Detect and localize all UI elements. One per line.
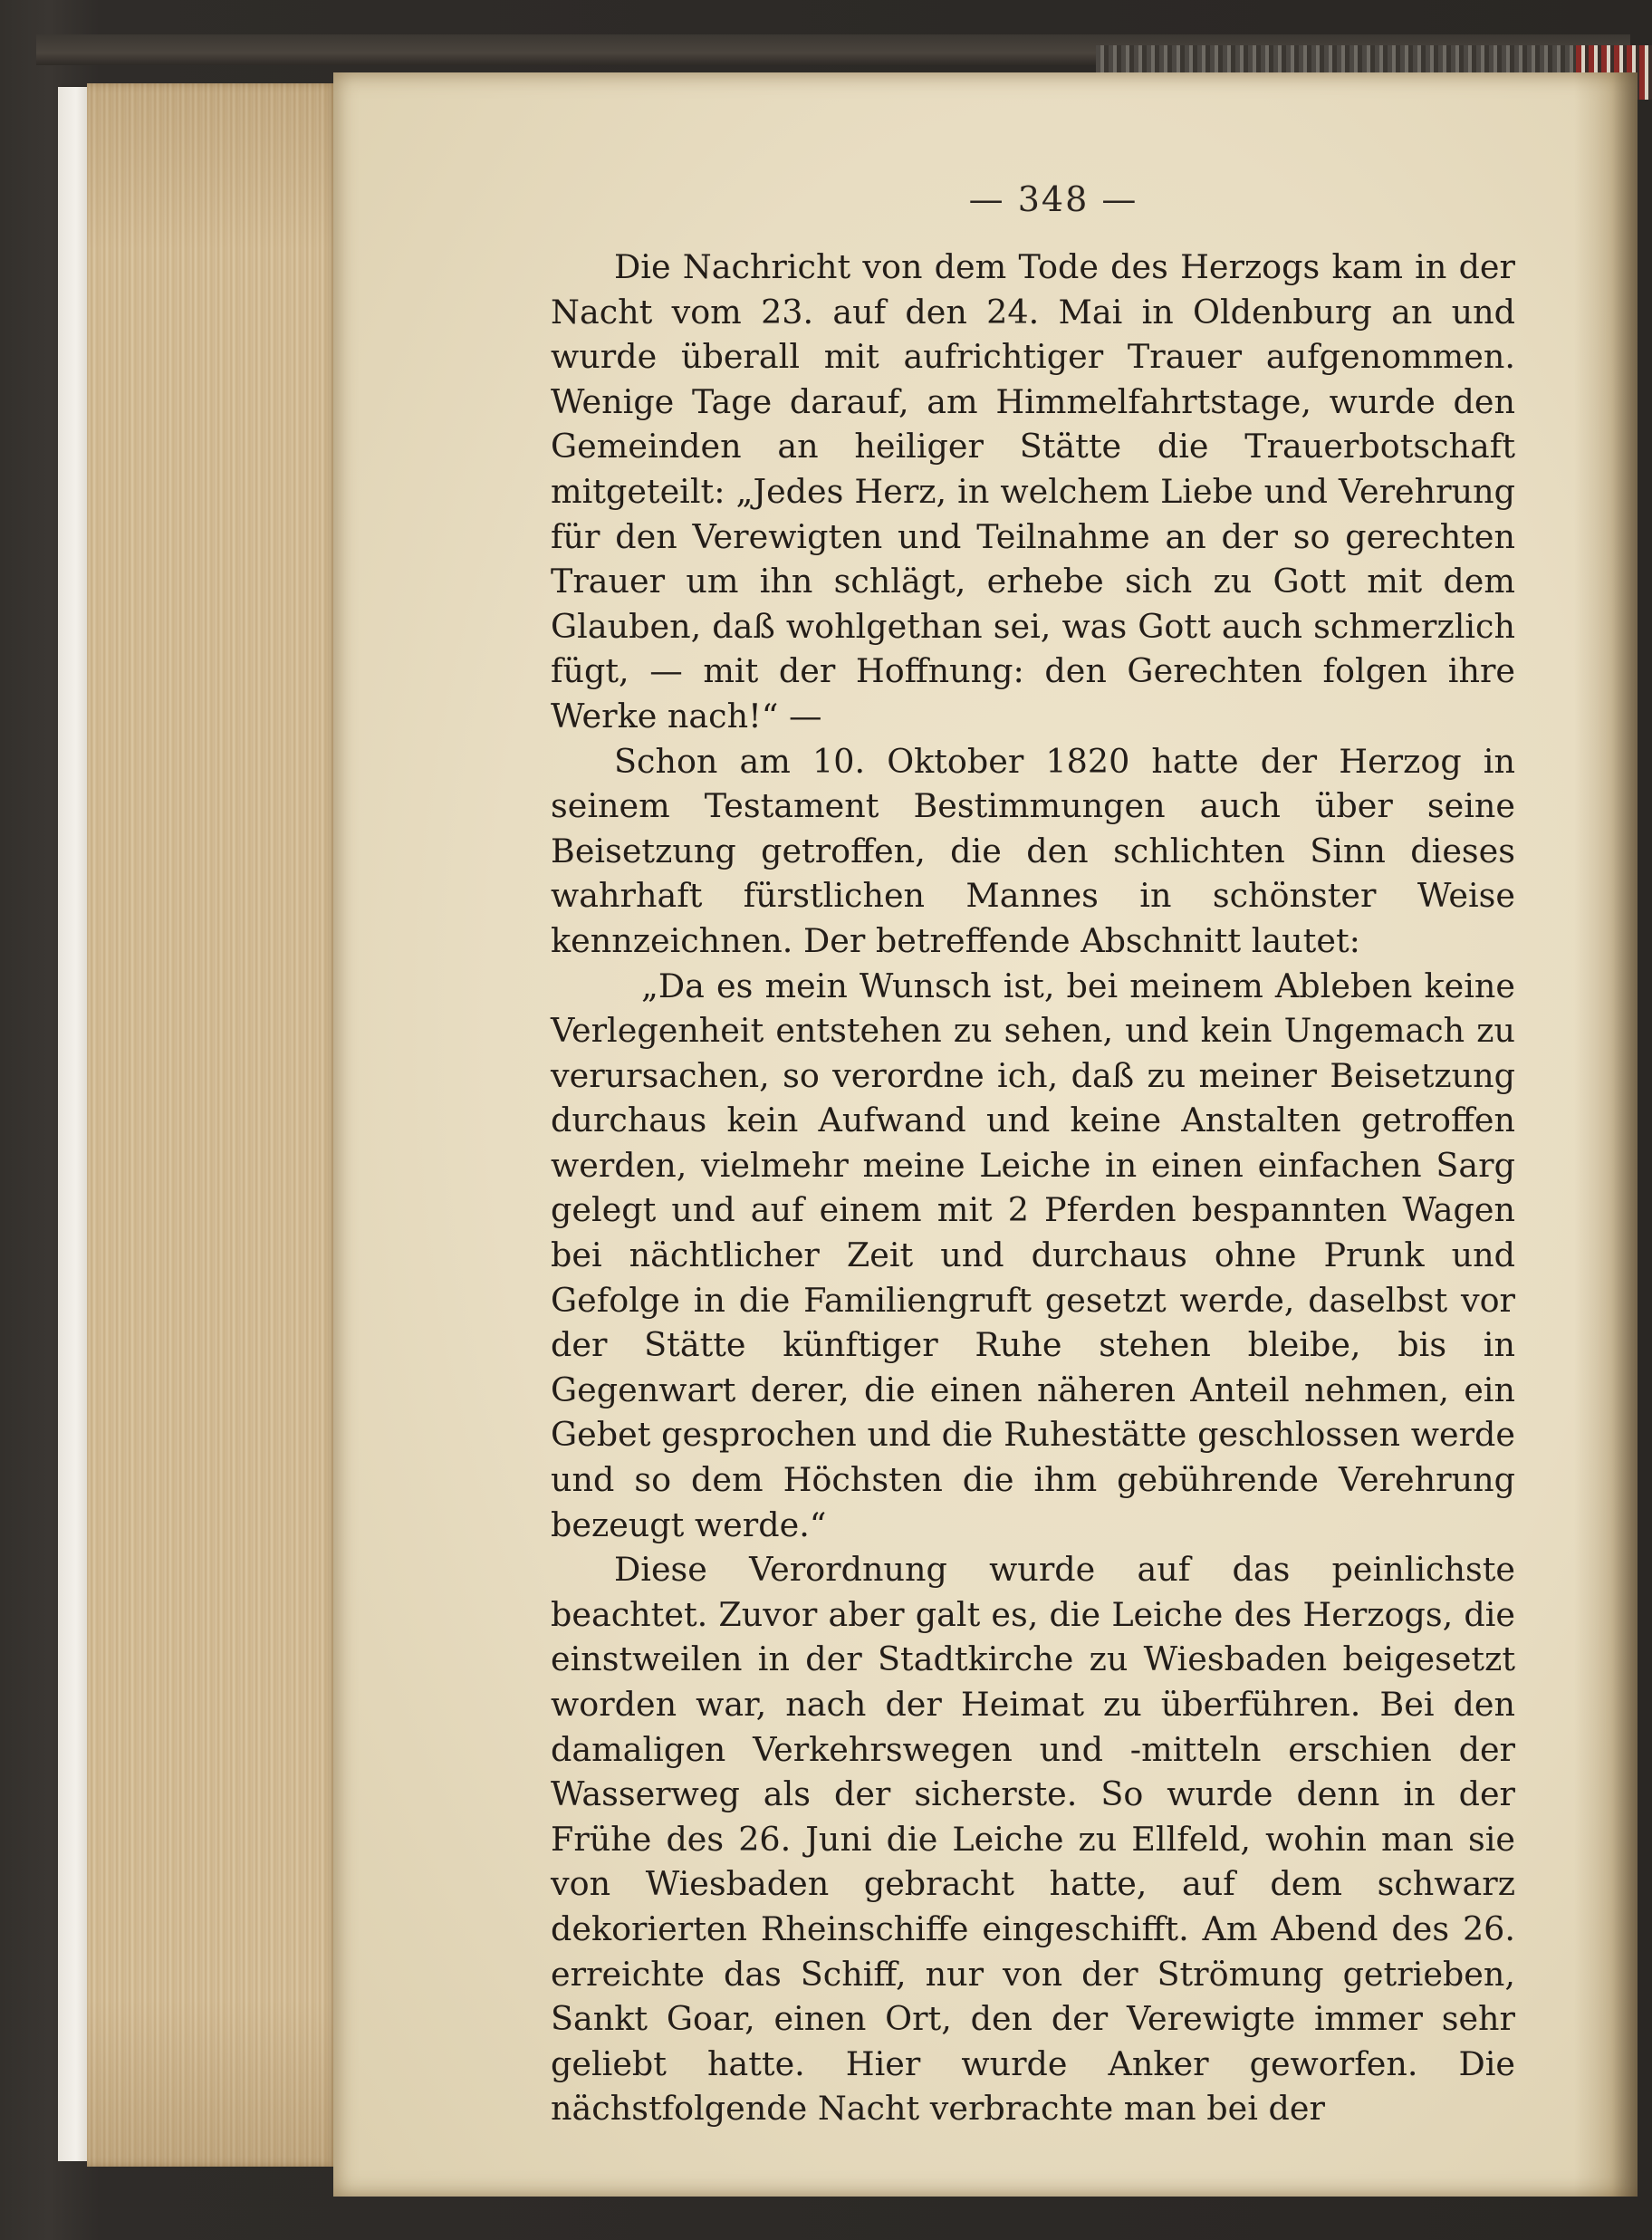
paragraph: Diese Verordnung wurde auf das peinlichste beachtet. Zuvor aber galt es, die Leiche des Herzogs, die einstweilen in der Stadtkirche zu Wiesbaden beigesetzt worden war, nach der Heimat zu überführen. Bei den damaligen Verkehrswegen und -mitteln erschien der Wasserweg als der sicherste. So wurde denn in der Frühe des 26. Juni die Leiche zu Ellfeld, wohin man sie von Wiesbaden gebracht hatte, auf dem schwarz dekorierten Rheinschiffe eingeschifft. Am Abend des 26. erreichte das Schiff, nur von der Strömung getrieben, Sankt Goar, einen Ort, den der Verewigte immer sehr geliebt hatte. Hier wurde Anker geworfen. Die nächstfolgende Nacht verbrachte man bei der xyxy=(551,1550,1515,2129)
page-number: — 348 — xyxy=(968,179,1138,219)
quoted-paragraph: „Da es mein Wunsch ist, bei meinem Ableben keine Verlegenheit entstehen zu sehen, und kein Ungemach zu verursachen, so verordne ich, daß zu meiner Beisetzung durchaus kein Aufwand und keine Anstalten getroffen werden, vielmehr meine Leiche in einen einfachen Sarg gelegt und auf einem mit 2 Pferden bespannten Wagen bei nächtlicher Zeit und durchaus ohne Prunk und Gefolge in die Familiengruft gesetzt werde, daselbst vor der Stätte künftiger Ruhe stehen bleibe, bis in Gegenwart derer, die einen näheren Anteil nehmen, ein Gebet gesprochen und die Ruhestätte geschlossen werde und so dem Höchsten die ihm gebührende Verehrung bezeugt werde.“ xyxy=(551,966,1515,1544)
paragraph: Schon am 10. Oktober 1820 hatte der Herzog in seinem Testament Bestimmungen auch über seine Beisetzung getroffen, die den schlichten Sinn dieses wahrhaft fürstlichen Mannes in schönster Weise kennzeichnen. Der betreffende Abschnitt lautet: xyxy=(551,741,1515,960)
gutter-shadow xyxy=(1574,72,1638,2197)
book-page xyxy=(333,72,1638,2197)
page-edges-shade xyxy=(87,83,337,2167)
body-text xyxy=(551,245,1515,2131)
paragraph: Die Nachricht von dem Tode des Herzogs kam in der Nacht vom 23. auf den 24. Mai in Oldenburg an und wurde überall mit aufrichtiger Trauer aufgenommen. Wenige Tage darauf, am Himmelfahrtstage, wurde den Gemeinden an heiliger Stätte die Trauerbotschaft mitgeteilt: „Jedes Herz, in welchem Liebe und Verehrung für den Verewigten und Teilnahme an der so gerechten Trauer um ihn schlägt, erhebe sich zu Gott mit dem Glauben, daß wohlgethan sei, was Gott auch schmerzlich fügt, — mit der Hoffnung: den Gerechten folgen ihre Werke nach!“ — xyxy=(551,247,1515,735)
